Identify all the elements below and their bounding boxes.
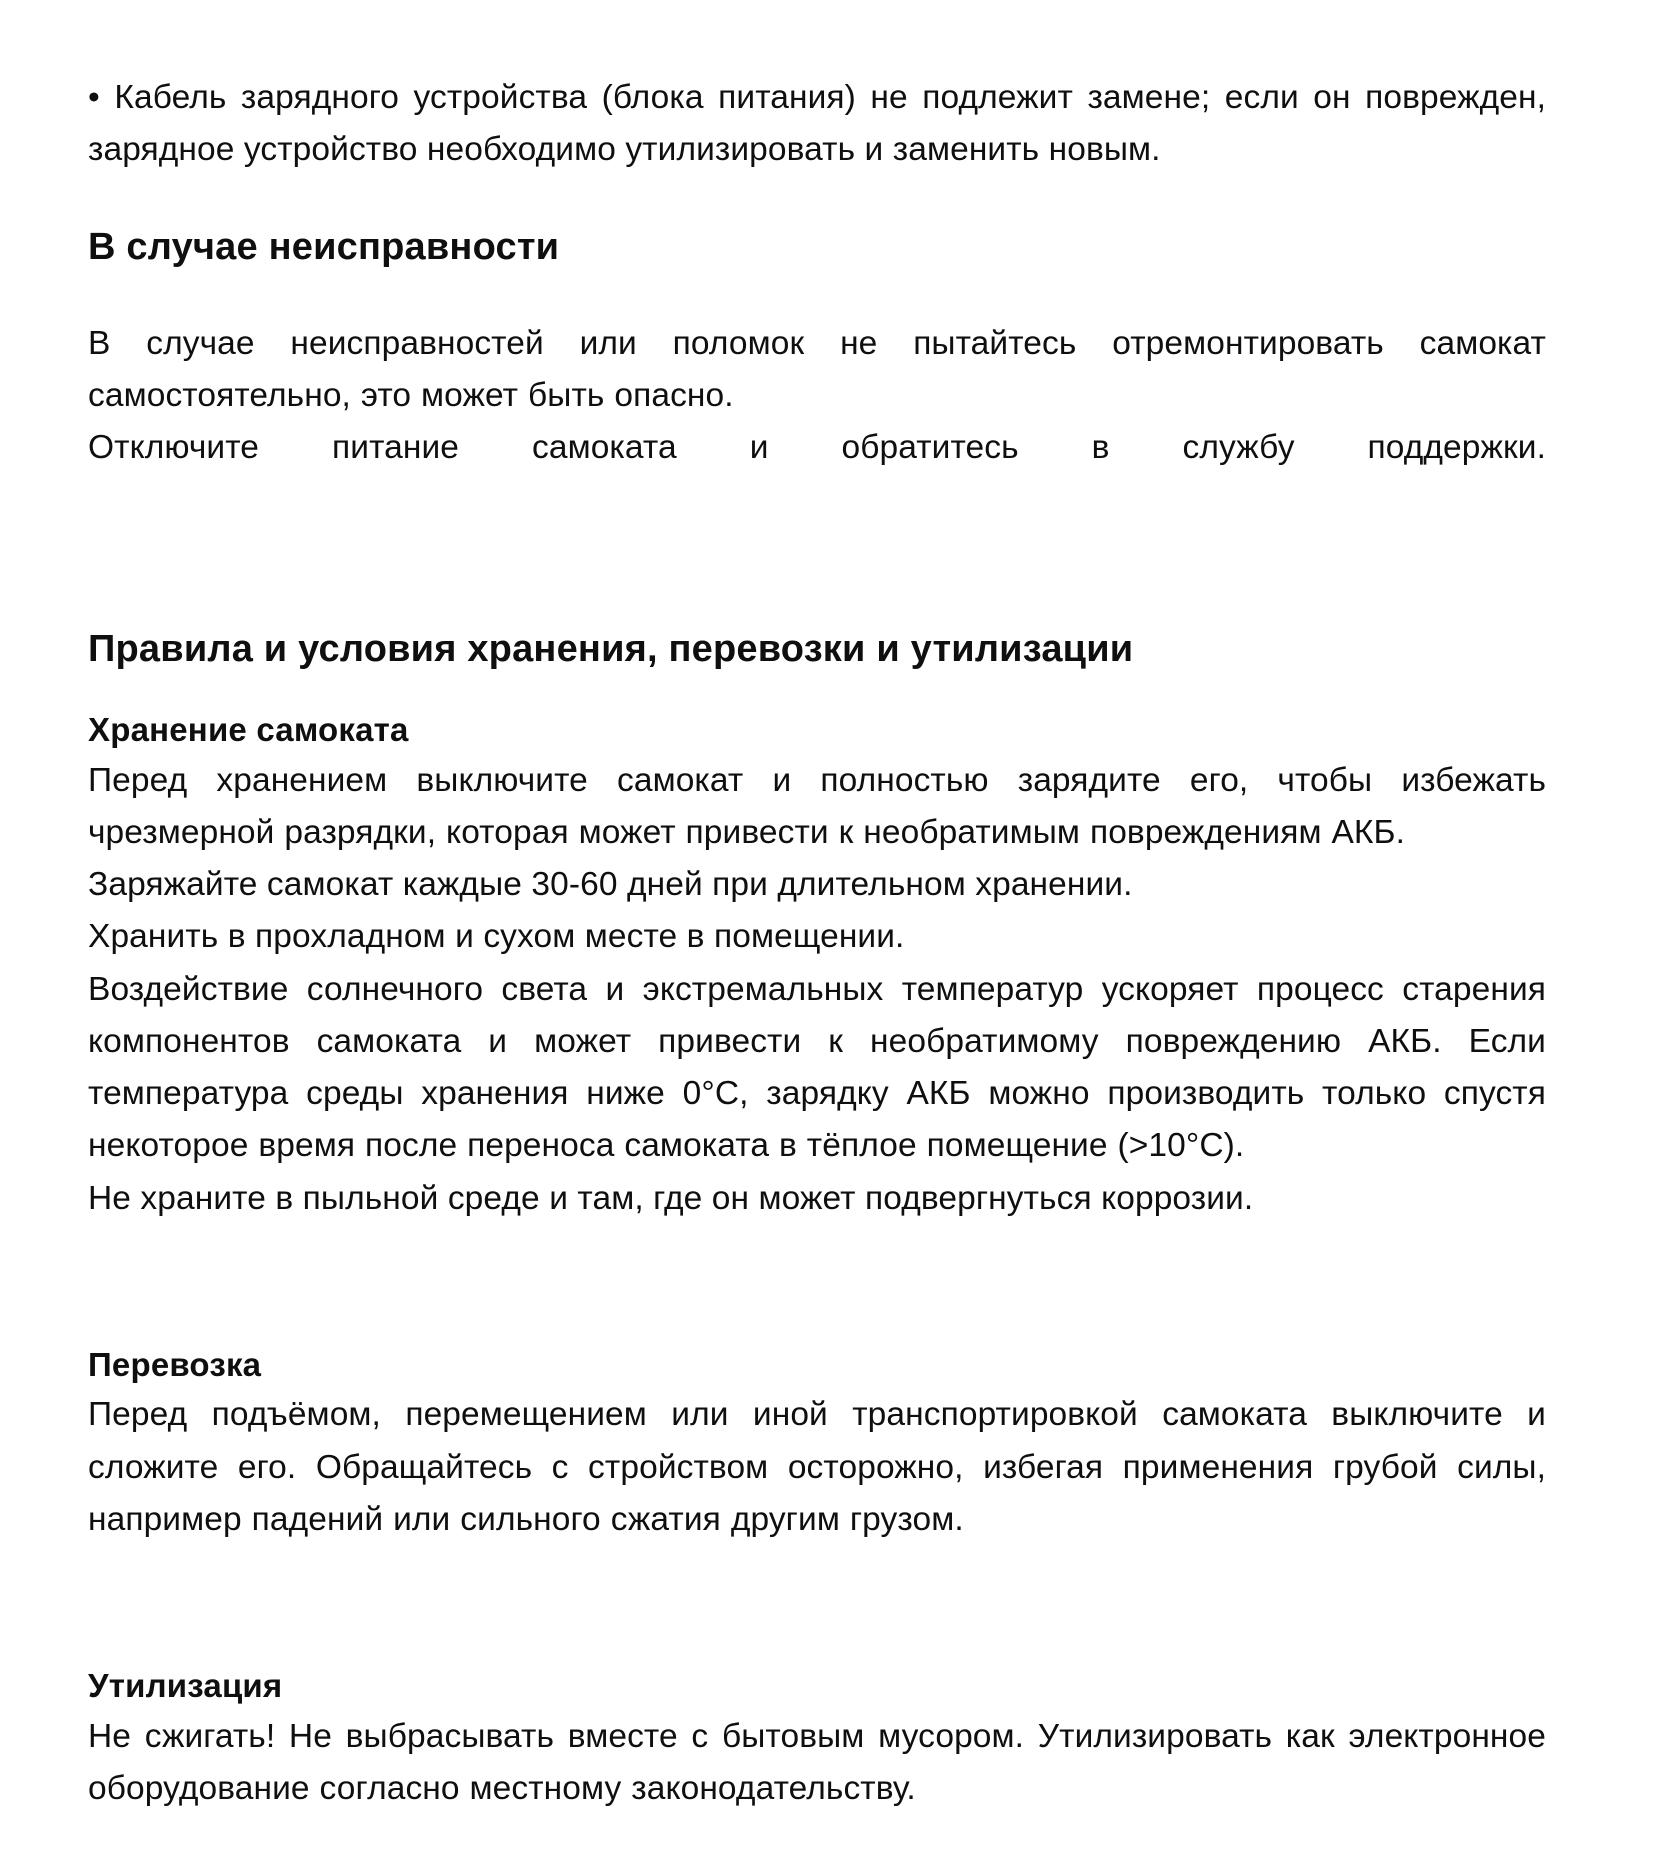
spacer [88, 1546, 1546, 1664]
malfunction-paragraph-2: Отключите питание самоката и обратитесь в службу поддержки. [88, 429, 1546, 467]
heading-malfunction: В случае неисправности [88, 225, 560, 268]
storage-line-3: Хранить в прохладном и сухом месте в помещении. [88, 918, 905, 956]
spacer [88, 674, 1546, 708]
heading-storage-transport-disposal: Правила и условия хранения, перевозки и утилизации [88, 627, 1134, 670]
subheading-transport: Перевозка [88, 1345, 262, 1383]
document-body [88, 72, 1546, 1815]
spacer [88, 177, 1546, 223]
subheading-scooter-storage: Хранение самоката [88, 711, 409, 749]
storage-line-2: Заряжайте самокат каждые 30-60 дней при длительном хранении. [88, 866, 1133, 904]
storage-line-4: Воздействие солнечного света и экстремальных температур ускоряет процесс старения компонентов самоката и может привести к необратимому повреждению АКБ. Если температура среды хранения ниже 0°C, зарядку АКБ можно производить только спустя некоторое время после переноса самоката в тёплое помещение (>10°C). [88, 970, 1546, 1165]
subheading-disposal: Утилизация [88, 1667, 283, 1705]
spacer [88, 1225, 1546, 1343]
malfunction-paragraph-1: В случае неисправностей или поломок не пытайтесь отремонтировать самокат самостоятельно, это может быть опасно. [88, 324, 1546, 415]
disposal-paragraph: Не сжигать! Не выбрасывать вместе с бытовым мусором. Утилизировать как электронное оборудование согласно местному законодательству. [88, 1717, 1546, 1807]
spacer [88, 272, 1546, 318]
transport-paragraph: Перед подъёмом, перемещением или иной транспортировкой самоката выключите и сложите его. Обращайтесь с стройством осторожно, избегая применения грубой силы, например падений или сильного сжатия другим грузом. [88, 1396, 1546, 1538]
storage-line-5: Не храните в пыльной среде и там, где он может подвергнуться коррозии. [88, 1179, 1254, 1217]
charger-cable-bullet: • Кабель зарядного устройства (блока питания) не подлежит замене; если он поврежден, зарядное устройство необходимо утилизировать и заменить новым. [88, 79, 1546, 169]
spacer [88, 475, 1546, 625]
storage-line-1: Перед хранением выключите самокат и полностью зарядите его, чтобы избежать чрезмерной разрядки, которая может привести к необратимым повреждениям АКБ. [88, 761, 1546, 851]
